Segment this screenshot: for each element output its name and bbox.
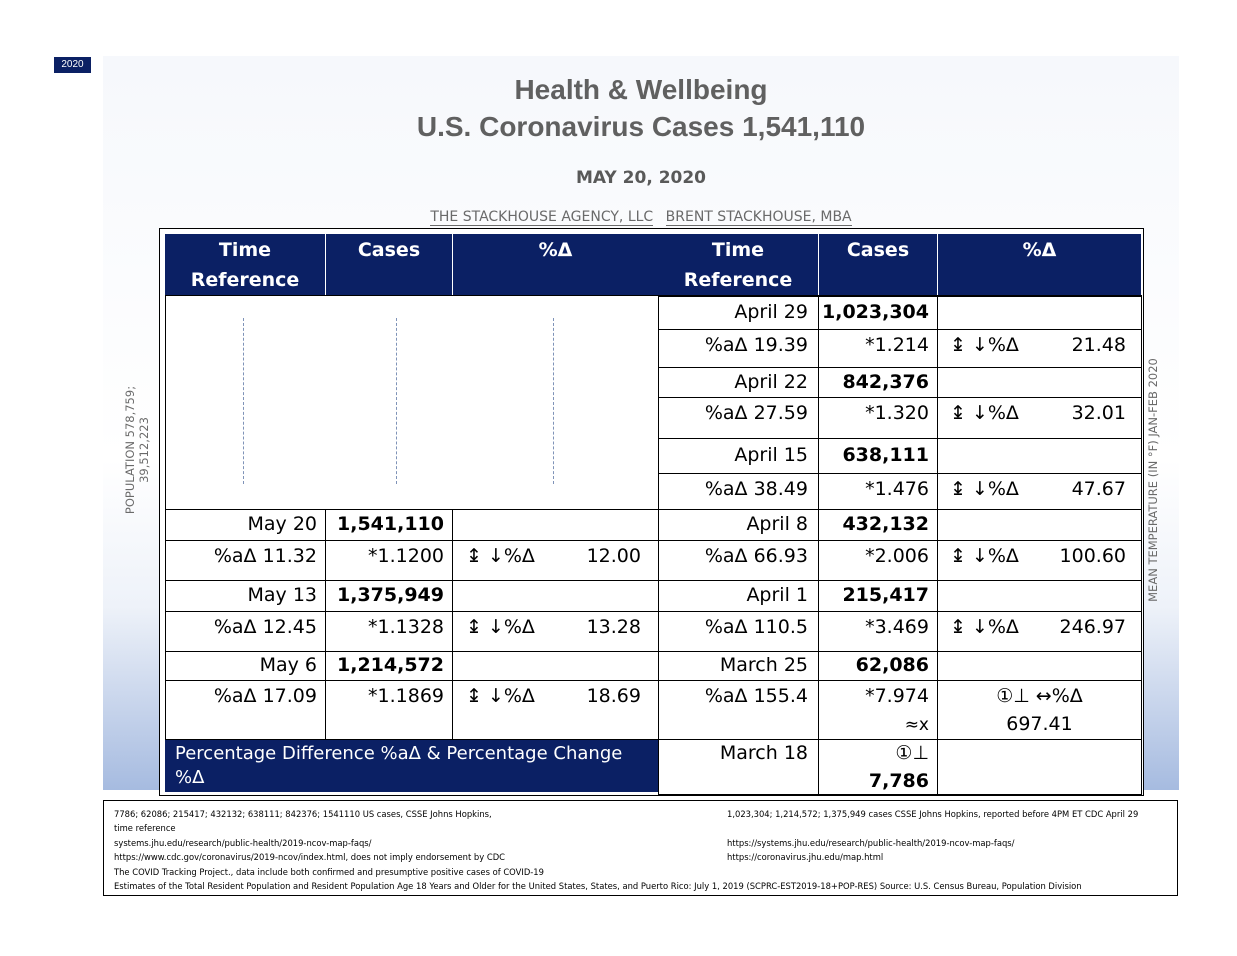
grid-line xyxy=(1141,295,1142,795)
left-row-label: May 13 xyxy=(247,584,317,606)
grid-line xyxy=(452,509,453,740)
right-row-pct-change: 21.48 xyxy=(1071,334,1126,356)
grid-line xyxy=(165,580,658,581)
right-row-factor: *1.320 xyxy=(865,402,929,424)
header-cases-left: Cases xyxy=(326,234,452,295)
right-row-pct-change: 32.01 xyxy=(1071,402,1126,424)
left-row-pct-difference: %aΔ 17.09 xyxy=(213,685,317,707)
grid-line xyxy=(325,509,326,740)
right-row-arrow-icon: ↨ ↓%Δ xyxy=(950,545,1019,567)
grid-line xyxy=(658,473,1142,474)
right-row-cases: 7,786 xyxy=(868,770,929,792)
grid-line xyxy=(165,295,1142,296)
grid-line xyxy=(658,329,1142,330)
footnote-left: 7786; 62086; 215417; 432132; 638111; 842376; 1541110 US cases, CSSE Johns Hopkins, xyxy=(114,809,492,819)
legend-box: Percentage Difference %aΔ & Percentage Change %Δ xyxy=(165,740,658,792)
left-row-arrow-icon: ↨ ↓%Δ xyxy=(466,685,535,707)
agency-line xyxy=(103,209,1179,226)
page-title: Health & Wellbeing xyxy=(514,74,768,105)
placeholder-dash xyxy=(243,318,244,484)
left-row-pct-difference: %aΔ 11.32 xyxy=(213,545,317,567)
right-row-cases: 432,132 xyxy=(842,513,929,535)
grid-line xyxy=(165,295,166,509)
right-row-pct-change: 697.41 xyxy=(1006,713,1073,735)
footnote-left: Estimates of the Total Resident Population and Resident Population Age 18 Years and Older for the United States, States, and Puerto Rico: July 1, 2019 (SCPRC-EST2019-18+POP-RES) Source: U.S. Census Bureau, Population Division xyxy=(114,881,1082,891)
grid-line xyxy=(937,295,938,795)
footnote-left: The COVID Tracking Project., data include both confirmed and presumptive positive cases of COVID-19 xyxy=(114,867,544,877)
grid-line xyxy=(658,580,1142,581)
grid-line xyxy=(818,295,819,795)
left-row-label: May 6 xyxy=(259,654,317,676)
right-row-pct-difference: %aΔ 110.5 xyxy=(704,616,808,638)
population-line-2: 39,512,223 xyxy=(137,417,151,483)
grid-line xyxy=(658,794,1142,795)
grid-line xyxy=(658,397,1142,398)
left-row-cases: 1,541,110 xyxy=(337,513,444,535)
right-row-pct-difference: %aΔ 19.39 xyxy=(704,334,808,356)
right-row-pct-difference: %aΔ 27.59 xyxy=(704,402,808,424)
right-row-arrow-icon: ↨ ↓%Δ xyxy=(950,616,1019,638)
placeholder-dash xyxy=(553,318,554,484)
approx-symbol: ≈x xyxy=(904,715,929,735)
right-row-factor: *1.476 xyxy=(865,478,929,500)
grid-line xyxy=(165,680,658,681)
header-pct-right: %Δ xyxy=(938,234,1141,295)
right-row-arrow-icon: ↨ ↓%Δ xyxy=(950,402,1019,424)
header-time-reference-left: Time Reference xyxy=(165,234,325,295)
right-row-cases: 62,086 xyxy=(855,654,929,676)
report-date: MAY 20, 2020 xyxy=(575,168,707,188)
left-row-pct-change: 13.28 xyxy=(586,616,641,638)
right-row-pct-change: 100.60 xyxy=(1059,545,1126,567)
population-line-1: POPULATION 578,759; xyxy=(123,385,137,515)
right-row-label: March 25 xyxy=(719,654,808,676)
left-row-pct-change: 12.00 xyxy=(586,545,641,567)
temperature-side-label xyxy=(1143,340,1163,620)
right-row-label: April 1 xyxy=(746,584,808,606)
left-row-pct-change: 18.69 xyxy=(586,685,641,707)
agency-name: THE STACKHOUSE AGENCY, LLC xyxy=(430,209,654,225)
right-row-label: April 22 xyxy=(734,371,808,393)
right-row-pct-difference: %aΔ 155.4 xyxy=(704,685,808,707)
right-row-label: April 8 xyxy=(746,513,808,535)
footnote-right: https://coronavirus.jhu.edu/map.html xyxy=(727,852,884,862)
grid-line xyxy=(658,540,1142,541)
left-row-factor: *1.1869 xyxy=(368,685,444,707)
right-row-factor: *2.006 xyxy=(865,545,929,567)
right-row-cases: 638,111 xyxy=(842,444,929,466)
left-row-factor: *1.1328 xyxy=(368,616,444,638)
header-cases-right: Cases xyxy=(819,234,937,295)
right-row-label: April 15 xyxy=(734,444,808,466)
placeholder-dash xyxy=(396,318,397,484)
right-row-pct-difference: %aΔ 38.49 xyxy=(704,478,808,500)
right-row-cases: 215,417 xyxy=(842,584,929,606)
left-row-cases: 1,375,949 xyxy=(337,584,444,606)
grid-line xyxy=(658,509,1142,510)
grid-line xyxy=(658,651,1142,652)
grid-line xyxy=(658,611,1142,612)
grid-line xyxy=(658,295,659,795)
right-row-factor: *1.214 xyxy=(865,334,929,356)
grid-line xyxy=(165,651,658,652)
left-row-arrow-icon: ↨ ↓%Δ xyxy=(466,616,535,638)
right-row-cases: 1,023,304 xyxy=(822,301,929,323)
left-row-arrow-icon: ↨ ↓%Δ xyxy=(466,545,535,567)
author-name: BRENT STACKHOUSE, MBA xyxy=(665,209,852,225)
header-pct-left: %Δ xyxy=(453,234,658,295)
right-row-factor: *7.974 xyxy=(865,685,929,707)
grid-line xyxy=(165,611,658,612)
footnote-left: systems.jhu.edu/research/public-health/2019-ncov-map-faqs/ xyxy=(114,838,372,848)
grid-line xyxy=(165,509,166,740)
grid-line xyxy=(165,509,658,510)
right-row-arrow-icon: ↨ ↓%Δ xyxy=(950,334,1019,356)
footnotes xyxy=(103,800,1178,896)
right-row-cases: 842,376 xyxy=(842,371,929,393)
circle-perp-label: ①⊥ ↔%Δ xyxy=(996,685,1083,707)
footnote-left: https://www.cdc.gov/coronavirus/2019-ncov/index.html, does not imply endorsement by CDC xyxy=(114,852,506,862)
right-row-factor: *3.469 xyxy=(865,616,929,638)
left-row-factor: *1.1200 xyxy=(368,545,444,567)
left-row-cases: 1,214,572 xyxy=(337,654,444,676)
header-time-reference-right: Time Reference xyxy=(658,234,818,295)
page-subtitle: U.S. Coronavirus Cases 1,541,110 xyxy=(416,111,866,142)
population-side-label xyxy=(107,330,167,570)
grid-line xyxy=(658,438,1142,439)
footnote-left: time reference xyxy=(114,823,176,833)
right-row-arrow-icon: ↨ ↓%Δ xyxy=(950,478,1019,500)
grid-line xyxy=(165,540,658,541)
footnote-right: 1,023,304; 1,214,572; 1,375,949 cases CSSE Johns Hopkins, reported before 4PM ET CDC April 29 xyxy=(727,809,1139,819)
circle-perp-label: ①⊥ xyxy=(895,742,929,764)
right-row-pct-change: 47.67 xyxy=(1071,478,1126,500)
left-row-label: May 20 xyxy=(247,513,317,535)
right-row-label: April 29 xyxy=(734,301,808,323)
year-badge: 2020 xyxy=(54,57,91,73)
grid-line xyxy=(658,367,1142,368)
right-row-pct-change: 246.97 xyxy=(1059,616,1126,638)
left-row-pct-difference: %aΔ 12.45 xyxy=(213,616,317,638)
footnote-right: https://systems.jhu.edu/research/public-health/2019-ncov-map-faqs/ xyxy=(727,838,1015,848)
right-row-label: March 18 xyxy=(719,742,808,764)
temperature-label-text: MEAN TEMPERATURE (IN °F) JAN-FEB 2020 xyxy=(1146,358,1160,602)
grid-line xyxy=(658,296,1142,297)
right-row-pct-difference: %aΔ 66.93 xyxy=(704,545,808,567)
